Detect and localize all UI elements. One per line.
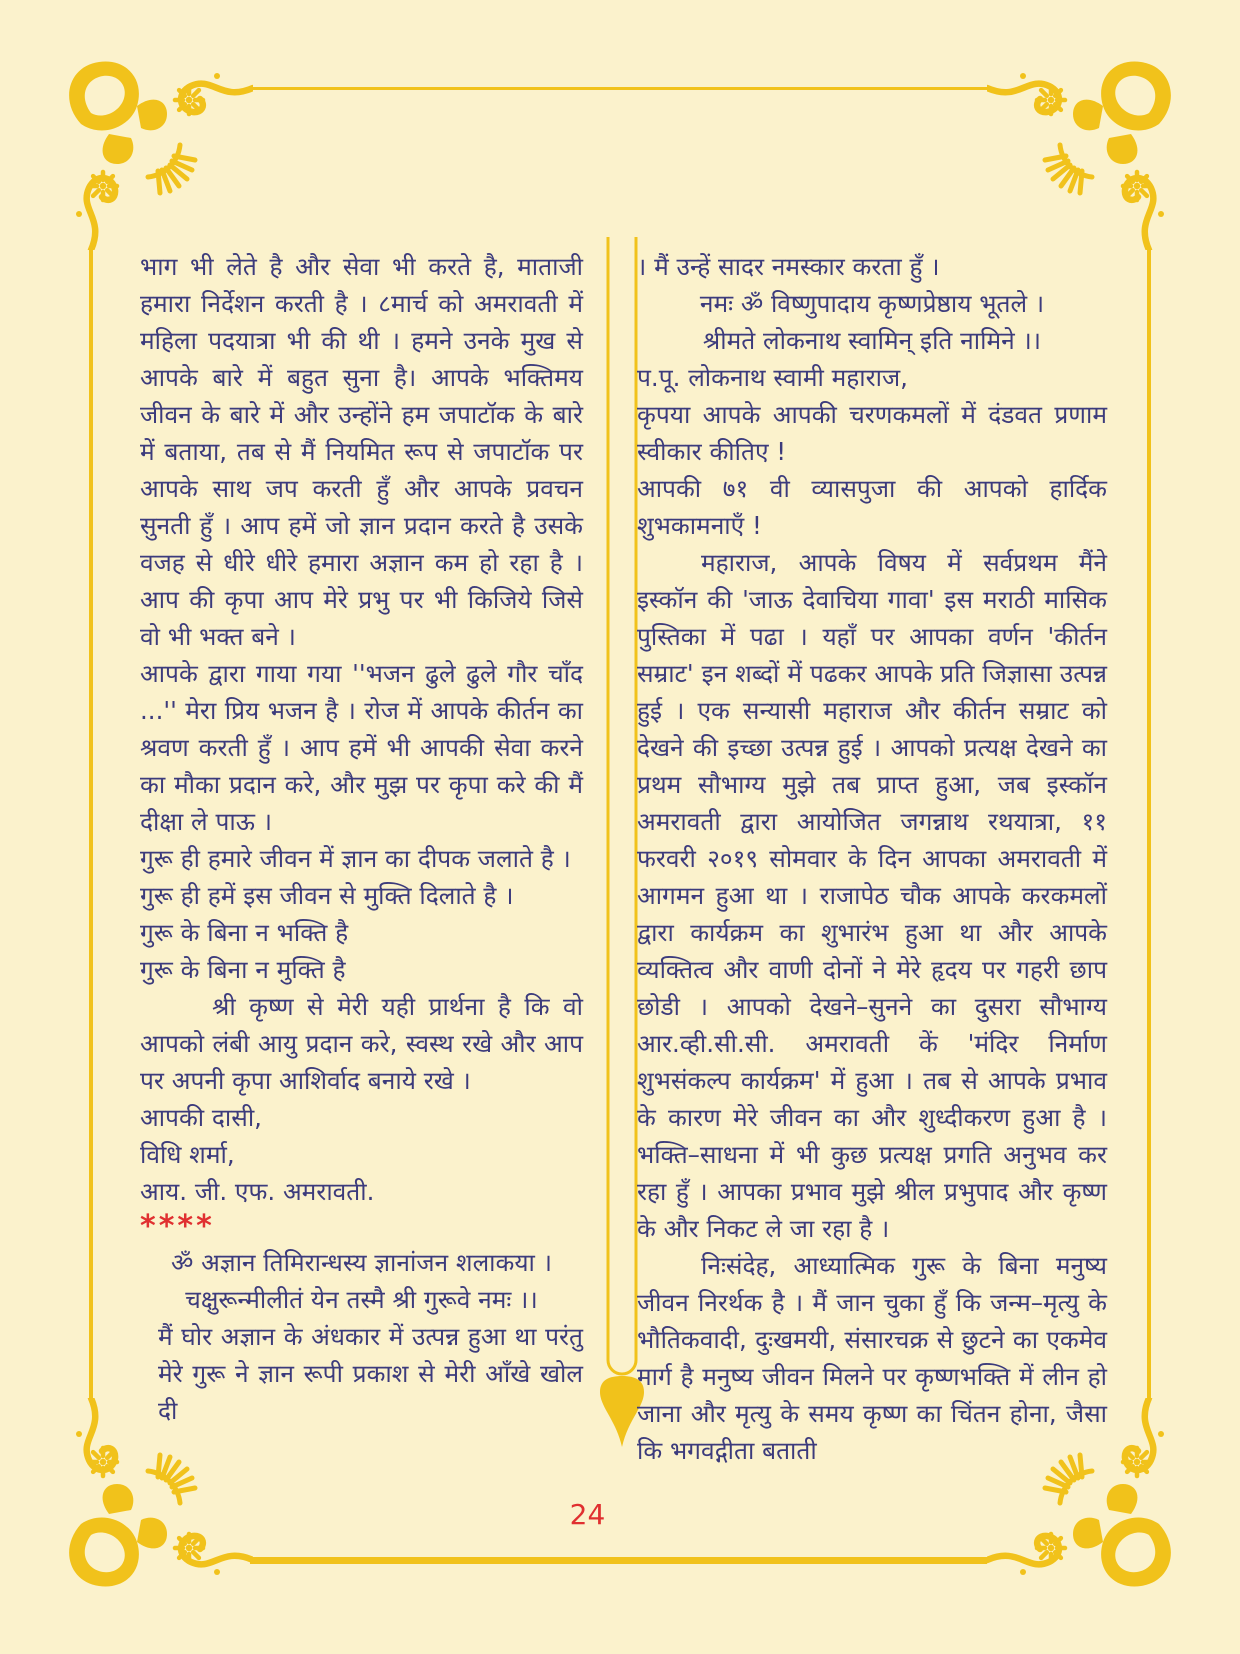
frame-line-left xyxy=(89,250,93,1398)
signature-line: विधि शर्मा, xyxy=(140,1140,235,1169)
frame-line-bottom xyxy=(250,1557,987,1564)
frame-line-top xyxy=(250,87,987,91)
letter-paragraph: मैं घोर अज्ञान के अंधकार में उत्पन्न हुआ था परंतु मेरे गुरू ने ज्ञान रूपी प्रकाश से मेरी आँखे खोल दी xyxy=(158,1322,583,1425)
shloka-line: नमः ॐ विष्णुपादाय कृष्णप्रेष्ठाय भूतले । xyxy=(699,289,1045,318)
section-separator-stars: **** xyxy=(140,1209,215,1244)
signature-line: आपकी दासी, xyxy=(140,1103,262,1132)
page-number: 24 xyxy=(569,1498,606,1531)
salutation-line: प.पू. लोकनाथ स्वामी महाराज, xyxy=(637,363,908,392)
letter-paragraph: निःसंदेह, आध्यात्मिक गुरू के बिना मनुष्य जीवन निरर्थक है । मैं जान चुका हुँ कि जन्म–मृत्यु के भौतिकवादी, दुःखमयी, संसारचक्र से छुटने का एकमेव मार्ग है मनुष्य जीवन मिलने पर कृष्णभक्ति में लीन हो जाना और मृत्यु के समय कृष्ण का चिंतन होना, जैसा कि भगवद्गीता बताती xyxy=(637,1251,1107,1465)
signature-line: आय. जी. एफ. अमरावती. xyxy=(140,1177,375,1206)
right-column xyxy=(637,248,1107,1469)
frame-line-right xyxy=(1147,250,1151,1398)
letter-paragraph: भाग भी लेते है और सेवा भी करते है, माताजी हमारा निर्देशन करती है । ८मार्च को अमरावती में महिला पदयात्रा भी की थी । हमने उनके मुख से आपके बारे में बहुत सुना है। आपके भक्तिमय जीवन के बारे में और उन्होंने हम जपाटॉक के बारे में बताया, तब से मैं नियमित रूप से जपाटॉक पर आपके साथ जप करती हुँ और आपके प्रवचन सुनती हुँ । आप हमें जो ज्ञान प्रदान करते है उसके वजह से धीरे धीरे हमारा अज्ञान कम हो रहा है । आप की कृपा आप मेरे प्रभु पर भी किजिये जिसे वो भी भक्त बने । xyxy=(140,252,583,651)
letter-paragraph: कृपया आपके आपकी चरणकमलों में दंडवत प्रणाम स्वीकार कीतिए ! xyxy=(637,400,1107,466)
guru-verse-line: गुरू ही हमारे जीवन में ज्ञान का दीपक जलाते है । xyxy=(140,844,571,873)
guru-verse-line: गुरू ही हमें इस जीवन से मुक्ति दिलाते है । xyxy=(140,881,514,910)
shloka-line: चक्षुरून्मीलीतं येन तस्मै श्री गुरूवे नमः ।। xyxy=(185,1285,538,1314)
letter-paragraph: । मैं उन्हें सादर नमस्कार करता हुँ । xyxy=(637,252,940,281)
letter-paragraph: आपकी ७१ वी व्यासपुजा की आपको हार्दिक शुभकामनाएँ ! xyxy=(637,474,1107,540)
corner-flourish-top-left-icon xyxy=(41,38,253,250)
letter-paragraph: महाराज, आपके विषय में सर्वप्रथम मैंने इस्कॉन की 'जाऊ देवाचिया गावा' इस मराठी मासिक पुस्तिका में पढा । यहाँ पर आपका वर्णन 'कीर्तन सम्राट' इन शब्दों में पढकर आपके प्रति जिज्ञासा उत्पन्न हुई । एक सन्यासी महाराज और कीर्तन सम्राट को देखने की इच्छा उत्पन्न हुई । आपको प्रत्यक्ष देखने का प्रथम सौभाग्य मुझे तब प्राप्त हुआ, जब इस्कॉन अमरावती द्वारा आयोजित जगन्नाथ रथयात्रा, ११ फरवरी २०१९ सोमवार के दिन आपका अमरावती में आगमन हुआ था । राजापेठ चौक आपके करकमलों द्वारा कार्यक्रम का शुभारंभ हुआ था और आपके व्यक्तित्व और वाणी दोनों ने मेरे हृदय पर गहरी छाप छोडी । आपको देखने–सुनने का दुसरा सौभाग्य आर.व्ही.सी.सी. अमरावती कें 'मंदिर निर्माण शुभसंकल्प कार्यक्रम' में हुआ । तब से आपके प्रभाव के कारण मेरे जीवन का और शुध्दीकरण हुआ है । भक्ति–साधना में भी कुछ प्रत्यक्ष प्रगति अनुभव कर रहा हुँ । आपका प्रभाव मुझे श्रील प्रभुपाद और कृष्ण के और निकट ले जा रहा है । xyxy=(637,548,1107,1243)
shloka-line: ॐ अज्ञान तिमिरान्धस्य ज्ञानांजन शलाकया । xyxy=(171,1248,552,1277)
left-column xyxy=(140,248,583,1429)
letter-paragraph: आपके द्वारा गाया गया ''भजन ढुले ढुले गौर चाँद ...'' मेरा प्रिय भजन है । रोज में आपके कीर्तन का श्रवण करती हुँ । आप हमें भी आपकी सेवा करने का मौका प्रदान करे, और मुझ पर कृपा करे की मैं दीक्षा ले पाऊ । xyxy=(140,659,583,836)
prayer-paragraph: श्री कृष्ण से मेरी यही प्रार्थना है कि वो आपको लंबी आयु प्रदान करे, स्वस्थ रखे और आप पर अपनी कृपा आशिर्वाद बनाये रखे । xyxy=(140,992,583,1095)
guru-verse-line: गुरू के बिना न मुक्ति है xyxy=(140,955,346,984)
guru-verse-line: गुरू के बिना न भक्ति है xyxy=(140,918,349,947)
corner-flourish-top-right-icon xyxy=(987,38,1199,250)
shloka-line: श्रीमते लोकनाथ स्वामिन् इति नामिने ।। xyxy=(702,326,1042,355)
